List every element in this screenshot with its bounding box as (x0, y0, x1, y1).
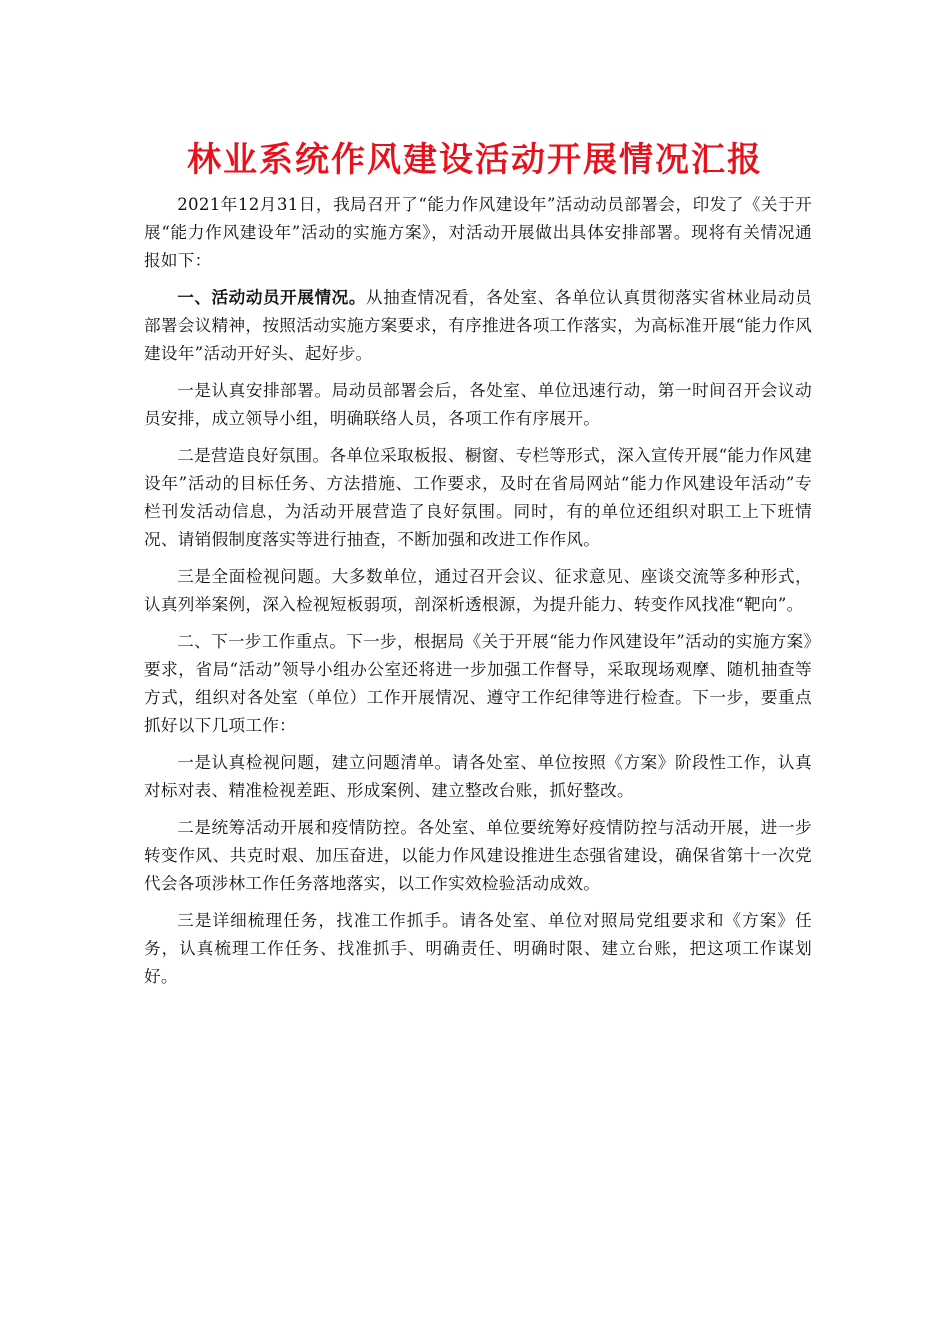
document-body (144, 190, 812, 999)
paragraph-text: 2021年12月31日，我局召开了“能力作风建设年”活动动员部署会，印发了《关于开展“能力作风建设年”活动的实施方案》，对活动开展做出具体安排部署。现将有关情况通报如下： (144, 195, 812, 270)
paragraph-text: 从抽查情况看，各处室、各单位认真贯彻落实省林业局动员部署会议精神，按照活动实施方案要求，有序推进各项工作落实，为高标准开展“能力作风建设年”活动开好头、起好步。 (144, 288, 812, 363)
paragraph (144, 283, 812, 368)
paragraph-text: 二是统筹活动开展和疫情防控。各处室、单位要统筹好疫情防控与活动开展，进一步转变作风、共克时艰、加压奋进，以能力作风建设推进生态强省建设，确保省第十一次党代会各项涉林工作任务落地落实，以工作实效检验活动成效。 (144, 818, 812, 893)
paragraph-text: 三是全面检视问题。大多数单位，通过召开会议、征求意见、座谈交流等多种形式，认真列举案例，深入检视短板弱项，剖深析透根源，为提升能力、转变作风找准“靶向”。 (144, 567, 812, 614)
document-title: 林业系统作风建设活动开展情况汇报 (187, 140, 763, 180)
paragraph (144, 748, 812, 805)
paragraph (144, 376, 812, 433)
paragraph-text: 二、下一步工作重点。下一步，根据局《关于开展“能力作风建设年”活动的实施方案》要求，省局“活动”领导小组办公室还将进一步加强工作督导，采取现场观摩、随机抽查等方式，组织对各处室（单位）工作开展情况、遵守工作纪律等进行检查。下一步，要重点抓好以下几项工作： (144, 632, 812, 735)
paragraph-text: 一是认真检视问题，建立问题清单。请各处室、单位按照《方案》阶段性工作，认真对标对表、精准检视差距、形成案例、建立整改台账，抓好整改。 (144, 753, 812, 800)
paragraph (144, 441, 812, 554)
paragraph (144, 562, 812, 619)
paragraph (144, 190, 812, 275)
paragraph (144, 813, 812, 898)
paragraph-text: 一是认真安排部署。局动员部署会后，各处室、单位迅速行动，第一时间召开会议动员安排，成立领导小组，明确联络人员，各项工作有序展开。 (144, 381, 812, 428)
paragraph (144, 627, 812, 740)
paragraph-lead: 一、活动动员开展情况。 (177, 287, 366, 307)
paragraph-text: 三是详细梳理任务，找准工作抓手。请各处室、单位对照局党组要求和《方案》任务，认真梳理工作任务、找准抓手、明确责任、明确时限、建立台账，把这项工作谋划好。 (144, 911, 812, 986)
paragraph-text: 二是营造良好氛围。各单位采取板报、橱窗、专栏等形式，深入宣传开展“能力作风建设年”活动的目标任务、方法措施、工作要求，及时在省局网站“能力作风建设年活动”专栏刊发活动信息，为活动开展营造了良好氛围。同时，有的单位还组织对职工上下班情况、请销假制度落实等进行抽查，不断加强和改进工作作风。 (144, 446, 812, 549)
paragraph (144, 906, 812, 991)
